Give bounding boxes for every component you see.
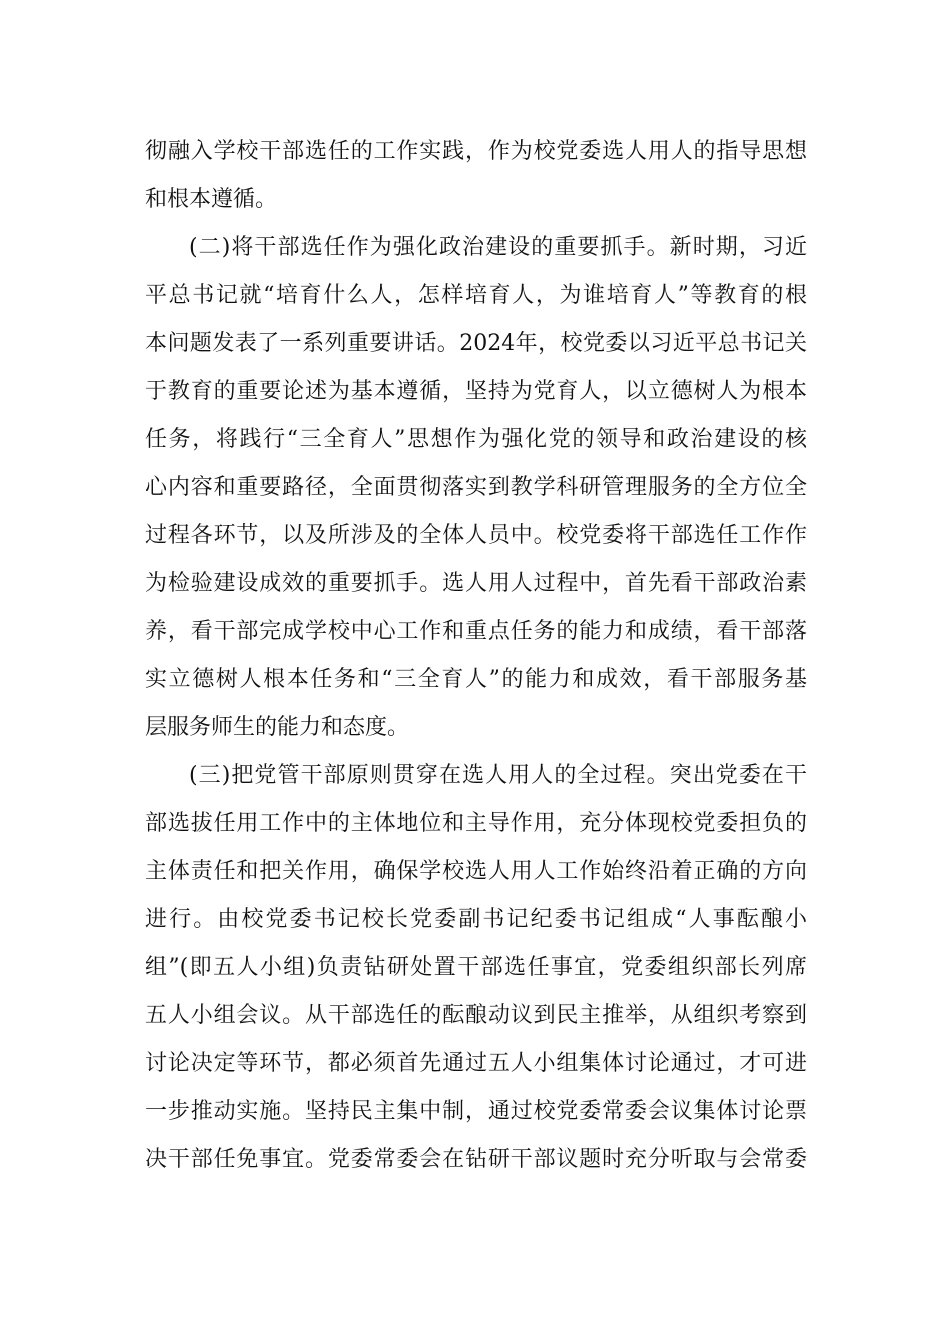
text-line: 彻融入学校干部选任的工作实践，作为校党委选人用人的指导思想 [145,139,807,164]
text-line: 本问题发表了一系列重要讲话。2024年，校党委以习近平总书记关 [145,331,807,356]
text-line: 养，看干部完成学校中心工作和重点任务的能力和成绩，看干部落 [145,619,807,644]
text-line: 平总书记就“培育什么人，怎样培育人，为谁培育人”等教育的根 [145,283,807,308]
text-line: 任务，将践行“三全育人”思想作为强化党的领导和政治建设的核 [145,427,807,452]
text-line: 和根本遵循。 [145,187,278,212]
text-line: 过程各环节，以及所涉及的全体人员中。校党委将干部选任工作作 [145,523,807,548]
text-line: 一步推动实施。坚持民主集中制，通过校党委常委会议集体讨论票 [145,1099,807,1124]
text-line: 于教育的重要论述为基本遵循，坚持为党育人，以立德树人为根本 [145,379,807,404]
section-heading-line: (三)把党管干部原则贯穿在选人用人的全过程。突出党委在干 [189,763,807,788]
text-line: 组”(即五人小组)负责钻研处置干部选任事宜，党委组织部长列席 [145,955,807,980]
text-line: 决干部任免事宜。党委常委会在钻研干部议题时充分听取与会常委 [145,1147,807,1172]
text-line: 主体责任和把关作用，确保学校选人用人工作始终沿着正确的方向 [145,859,807,884]
text-line: 实立德树人根本任务和“三全育人”的能力和成效，看干部服务基 [145,667,807,692]
text-line: 进行。由校党委书记校长党委副书记纪委书记组成“人事酝酿小 [145,907,807,932]
text-line: 层服务师生的能力和态度。 [145,715,410,740]
text-line: 讨论决定等环节，都必须首先通过五人小组集体讨论通过，才可进 [145,1051,807,1076]
text-line: 部选拔任用工作中的主体地位和主导作用，充分体现校党委担负的 [145,811,807,836]
text-line: 五人小组会议。从干部选任的酝酿动议到民主推举，从组织考察到 [145,1003,807,1028]
text-line: 为检验建设成效的重要抓手。选人用人过程中，首先看干部政治素 [145,571,807,596]
section-heading-line: (二)将干部选任作为强化政治建设的重要抓手。新时期，习近 [189,235,807,260]
document-body [145,128,807,1184]
text-line: 心内容和重要路径，全面贯彻落实到教学科研管理服务的全方位全 [145,475,807,500]
